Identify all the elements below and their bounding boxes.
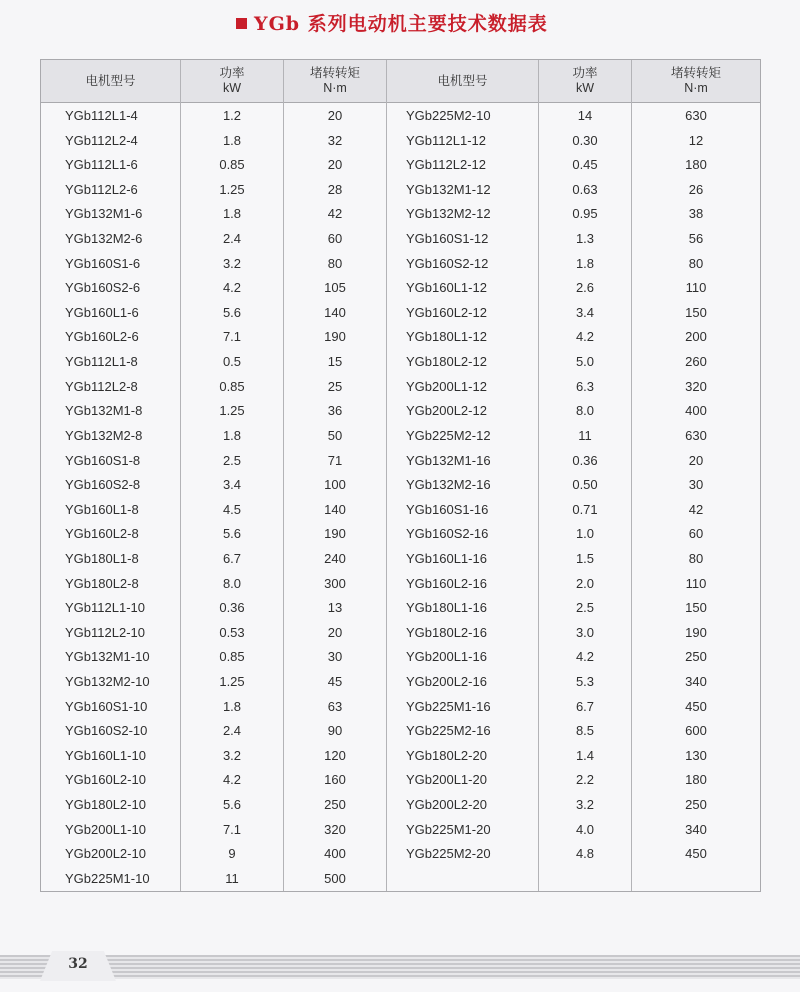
table-cell-model: YGb112L1-12 <box>406 132 486 148</box>
table-cell-torque: 500 <box>324 870 346 886</box>
table-cell-model: YGb200L2-10 <box>65 846 146 862</box>
table-header <box>41 60 760 103</box>
table-cell-power: 9 <box>228 846 236 862</box>
table-cell-model: YGb180L2-12 <box>406 354 487 370</box>
table-cell-model: YGb180L1-16 <box>406 600 487 616</box>
table-cell-model: YGb160L2-8 <box>65 526 139 542</box>
table-cell-torque: 110 <box>685 575 707 591</box>
table-cell-torque: 80 <box>688 550 704 566</box>
table-cell-model: YGb132M1-8 <box>65 403 143 419</box>
right-power-column <box>539 104 631 867</box>
table-cell-power: 8.5 <box>575 723 595 739</box>
table-cell-model: YGb132M1-16 <box>406 452 491 468</box>
page-title-text: YGb 系列电动机主要技术数据表 <box>254 13 548 35</box>
table-cell-model: YGb112L1-8 <box>65 354 138 370</box>
table-cell-power: 4.8 <box>575 846 595 862</box>
table-cell-model: YGb112L2-4 <box>65 132 138 148</box>
table-cell-model: YGb200L2-20 <box>406 797 487 813</box>
table-cell-torque: 30 <box>688 477 704 493</box>
table-cell-power: 4.0 <box>575 821 595 837</box>
table-cell-power: 0.36 <box>572 452 598 468</box>
table-cell-model: YGb132M1-12 <box>406 181 491 197</box>
table-cell-model: YGb132M2-6 <box>65 231 143 247</box>
table-cell-torque: 190 <box>685 624 707 640</box>
table-cell-model: YGb112L2-12 <box>406 157 486 173</box>
table-cell-power: 6.7 <box>222 550 242 566</box>
table-cell-power: 4.5 <box>222 501 242 517</box>
table-cell-power: 11 <box>578 427 592 443</box>
table-cell-model: YGb200L1-16 <box>406 649 487 665</box>
table-cell-torque: 190 <box>324 329 346 345</box>
table-cell-torque: 63 <box>327 698 343 714</box>
table-cell-torque: 20 <box>688 452 704 468</box>
table-cell-power: 0.95 <box>572 206 598 222</box>
table-cell-model: YGb200L1-20 <box>406 772 487 788</box>
table-cell-power: 14 <box>577 108 593 123</box>
table-cell-model: YGb132M1-10 <box>65 649 150 665</box>
table-cell-torque: 630 <box>685 108 707 123</box>
table-cell-power: 1.8 <box>222 132 242 148</box>
table-cell-model: YGb160S2-6 <box>65 280 141 296</box>
table-cell-torque: 20 <box>327 157 343 173</box>
table-cell-model: YGb225M2-20 <box>406 846 491 862</box>
table-cell-model: YGb160L1-16 <box>406 550 487 566</box>
table-cell-torque: 140 <box>324 304 346 320</box>
table-cell-torque: 80 <box>327 255 343 271</box>
table-cell-model: YGb160S2-16 <box>406 526 489 542</box>
table-cell-power: 2.0 <box>575 575 595 591</box>
table-cell-torque: 340 <box>685 674 707 690</box>
table-cell-torque: 71 <box>327 452 343 468</box>
table-cell-power: 0.30 <box>572 132 598 148</box>
table-cell-model: YGb160L1-10 <box>65 747 146 763</box>
table-cell-power: 8.0 <box>222 575 242 591</box>
table-cell-power: 4.2 <box>222 772 242 788</box>
table-cell-torque: 25 <box>327 378 343 394</box>
table-cell-torque: 450 <box>685 698 707 714</box>
table-cell-model: YGb160S2-12 <box>406 255 489 271</box>
table-cell-torque: 15 <box>327 354 343 370</box>
table-cell-power: 0.45 <box>572 157 598 173</box>
table-cell-model: YGb225M1-10 <box>65 870 150 886</box>
table-cell-torque: 80 <box>688 255 704 271</box>
table-cell-torque: 90 <box>327 723 343 739</box>
table-cell-torque: 320 <box>324 821 346 837</box>
table-cell-model: YGb160L1-8 <box>65 501 139 517</box>
right-torque-column <box>632 104 760 867</box>
table-cell-model: YGb225M2-10 <box>406 108 491 123</box>
table-cell-torque: 120 <box>324 747 346 763</box>
table-cell-power: 1.25 <box>219 674 245 690</box>
table-cell-model: YGb160S1-16 <box>406 501 489 517</box>
table-cell-model: YGb160L2-16 <box>406 575 487 591</box>
table-cell-model: YGb160S1-8 <box>65 452 141 468</box>
table-cell-model: YGb160L2-12 <box>406 304 487 320</box>
table-cell-torque: 20 <box>327 108 343 123</box>
table-cell-power: 2.4 <box>222 231 242 247</box>
table-cell-power: 0.53 <box>219 624 245 640</box>
table-cell-power: 4.2 <box>575 329 595 345</box>
table-cell-model: YGb160L2-10 <box>65 772 146 788</box>
table-cell-power: 5.3 <box>575 674 595 690</box>
table-cell-torque: 150 <box>685 304 707 320</box>
table-cell-torque: 26 <box>688 181 704 197</box>
table-cell-torque: 30 <box>327 649 343 665</box>
table-cell-power: 3.2 <box>222 255 242 271</box>
table-cell-power: 4.2 <box>575 649 595 665</box>
table-cell-torque: 38 <box>688 206 704 222</box>
table-cell-power: 1.4 <box>575 747 595 763</box>
table-cell-model: YGb180L2-10 <box>65 797 146 813</box>
table-cell-model: YGb112L2-6 <box>65 181 138 197</box>
footer-band <box>0 955 800 979</box>
table-cell-torque: 320 <box>685 378 707 394</box>
header-torque-right: 堵转转矩 N·m <box>670 66 721 95</box>
table-cell-model: YGb112L2-10 <box>65 624 145 640</box>
table-cell-power: 3.4 <box>575 304 595 320</box>
table-cell-power: 1.8 <box>222 206 242 222</box>
table-cell-model: YGb160S1-10 <box>65 698 148 714</box>
table-cell-model: YGb180L2-20 <box>406 747 487 763</box>
table-cell-power: 1.0 <box>575 526 595 542</box>
table-cell-torque: 240 <box>324 550 346 566</box>
table-cell-torque: 250 <box>685 797 707 813</box>
table-cell-torque: 105 <box>324 280 346 296</box>
table-cell-torque: 160 <box>324 772 346 788</box>
table-cell-model: YGb225M2-16 <box>406 723 491 739</box>
header-power-right: 功率 kW <box>572 66 598 95</box>
table-cell-model: YGb200L2-12 <box>406 403 487 419</box>
table-cell-power: 0.85 <box>219 378 245 394</box>
table-cell-model: YGb132M2-12 <box>406 206 491 222</box>
table-cell-power: 5.6 <box>222 797 242 813</box>
table-cell-model: YGb112L1-10 <box>65 600 145 616</box>
table-cell-power: 0.36 <box>219 600 245 616</box>
table-cell-power: 1.3 <box>575 231 595 247</box>
table-cell-torque: 190 <box>324 526 346 542</box>
page-title <box>236 9 548 36</box>
table-cell-power: 5.0 <box>575 354 595 370</box>
table-cell-power: 1.25 <box>219 403 245 419</box>
table-cell-model: YGb112L2-8 <box>65 378 138 394</box>
table-cell-model: YGb132M2-16 <box>406 477 491 493</box>
table-cell-model: YGb112L1-4 <box>65 108 138 123</box>
table-cell-torque: 600 <box>685 723 707 739</box>
table-cell-power: 2.2 <box>575 772 595 788</box>
table-cell-torque: 260 <box>685 354 707 370</box>
table-cell-power: 1.8 <box>222 427 242 443</box>
table-cell-torque: 13 <box>327 600 343 616</box>
table-cell-model: YGb200L2-16 <box>406 674 487 690</box>
table-cell-power: 8.0 <box>575 403 595 419</box>
table-cell-torque: 630 <box>685 427 707 443</box>
table-cell-torque: 250 <box>685 649 707 665</box>
table-cell-power: 1.8 <box>222 698 242 714</box>
right-model-column <box>406 104 537 867</box>
table-cell-torque: 340 <box>685 821 707 837</box>
table-cell-model: YGb200L1-10 <box>65 821 146 837</box>
table-cell-torque: 300 <box>324 575 346 591</box>
title-square-icon <box>236 18 247 29</box>
table-cell-torque: 28 <box>327 181 343 197</box>
table-cell-torque: 42 <box>688 501 704 517</box>
table-cell-power: 6.3 <box>575 378 595 394</box>
table-cell-torque: 450 <box>685 846 707 862</box>
table-cell-torque: 140 <box>324 501 346 517</box>
table-cell-torque: 180 <box>685 157 707 173</box>
table-cell-model: YGb160S1-6 <box>65 255 141 271</box>
table-cell-model: YGb180L1-8 <box>65 550 139 566</box>
motor-data-table <box>40 59 761 892</box>
table-cell-power: 5.6 <box>222 526 242 542</box>
table-cell-model: YGb160S2-10 <box>65 723 148 739</box>
table-cell-torque: 400 <box>324 846 346 862</box>
table-cell-power: 5.6 <box>222 304 242 320</box>
header-model-right: 电机型号 <box>437 73 488 88</box>
table-cell-power: 7.1 <box>222 329 242 345</box>
table-cell-model: YGb225M1-16 <box>406 698 491 714</box>
table-cell-model: YGb180L2-8 <box>65 575 139 591</box>
table-cell-model: YGb180L1-12 <box>406 329 487 345</box>
table-cell-power: 0.5 <box>222 354 242 370</box>
table-cell-torque: 150 <box>685 600 707 616</box>
table-cell-model: YGb180L2-16 <box>406 624 487 640</box>
header-torque-left: 堵转转矩 N·m <box>309 66 360 95</box>
table-cell-power: 6.7 <box>575 698 595 714</box>
table-cell-power: 2.5 <box>222 452 242 468</box>
table-cell-model: YGb160L1-6 <box>65 304 139 320</box>
table-cell-torque: 45 <box>327 674 343 690</box>
table-cell-torque: 100 <box>324 477 346 493</box>
table-cell-model: YGb225M1-20 <box>406 821 491 837</box>
table-cell-power: 0.85 <box>219 157 245 173</box>
left-power-column <box>181 104 283 892</box>
header-model-left: 电机型号 <box>85 73 136 88</box>
table-cell-power: 0.50 <box>572 477 598 493</box>
table-cell-torque: 12 <box>688 132 704 148</box>
table-cell-model: YGb225M2-12 <box>406 427 491 443</box>
table-cell-model: YGb160S1-12 <box>406 231 489 247</box>
table-cell-power: 1.8 <box>575 255 595 271</box>
table-cell-model: YGb160L1-12 <box>406 280 487 296</box>
table-cell-torque: 32 <box>327 132 343 148</box>
table-cell-power: 3.2 <box>575 797 595 813</box>
table-cell-torque: 250 <box>324 797 346 813</box>
table-cell-power: 0.63 <box>572 181 598 197</box>
table-cell-power: 3.0 <box>575 624 595 640</box>
header-power-left: 功率 kW <box>219 66 245 95</box>
table-cell-power: 2.4 <box>222 723 242 739</box>
table-cell-torque: 56 <box>688 231 704 247</box>
table-cell-torque: 400 <box>685 403 707 419</box>
table-cell-torque: 36 <box>327 403 343 419</box>
table-cell-power: 1.5 <box>575 550 595 566</box>
table-cell-model: YGb132M2-8 <box>65 427 143 443</box>
table-cell-power: 3.2 <box>222 747 242 763</box>
table-cell-power: 1.2 <box>222 108 242 123</box>
table-cell-power: 11 <box>225 870 239 886</box>
table-cell-torque: 200 <box>685 329 707 345</box>
table-cell-model: YGb200L1-12 <box>406 378 487 394</box>
table-cell-model: YGb160L2-6 <box>65 329 139 345</box>
table-cell-model: YGb132M2-10 <box>65 674 150 690</box>
table-cell-torque: 60 <box>327 231 343 247</box>
table-cell-power: 2.5 <box>575 600 595 616</box>
table-cell-torque: 42 <box>327 206 343 222</box>
table-cell-model: YGb160S2-8 <box>65 477 141 493</box>
table-cell-torque: 50 <box>327 427 343 443</box>
page-number: 32 <box>68 956 88 972</box>
table-cell-torque: 180 <box>685 772 707 788</box>
table-cell-model: YGb132M1-6 <box>65 206 143 222</box>
table-cell-power: 0.71 <box>572 501 598 517</box>
column-divider <box>386 60 387 891</box>
table-cell-torque: 110 <box>685 280 707 296</box>
table-cell-power: 3.4 <box>222 477 242 493</box>
left-model-column <box>65 104 179 892</box>
table-cell-power: 4.2 <box>222 280 242 296</box>
table-cell-torque: 130 <box>685 747 707 763</box>
table-cell-power: 1.25 <box>219 181 245 197</box>
table-cell-power: 0.85 <box>219 649 245 665</box>
table-cell-power: 7.1 <box>222 821 242 837</box>
left-torque-column <box>284 104 386 892</box>
table-cell-torque: 60 <box>688 526 704 542</box>
table-cell-power: 2.6 <box>575 280 595 296</box>
table-cell-model: YGb112L1-6 <box>65 157 138 173</box>
table-cell-torque: 20 <box>327 624 343 640</box>
